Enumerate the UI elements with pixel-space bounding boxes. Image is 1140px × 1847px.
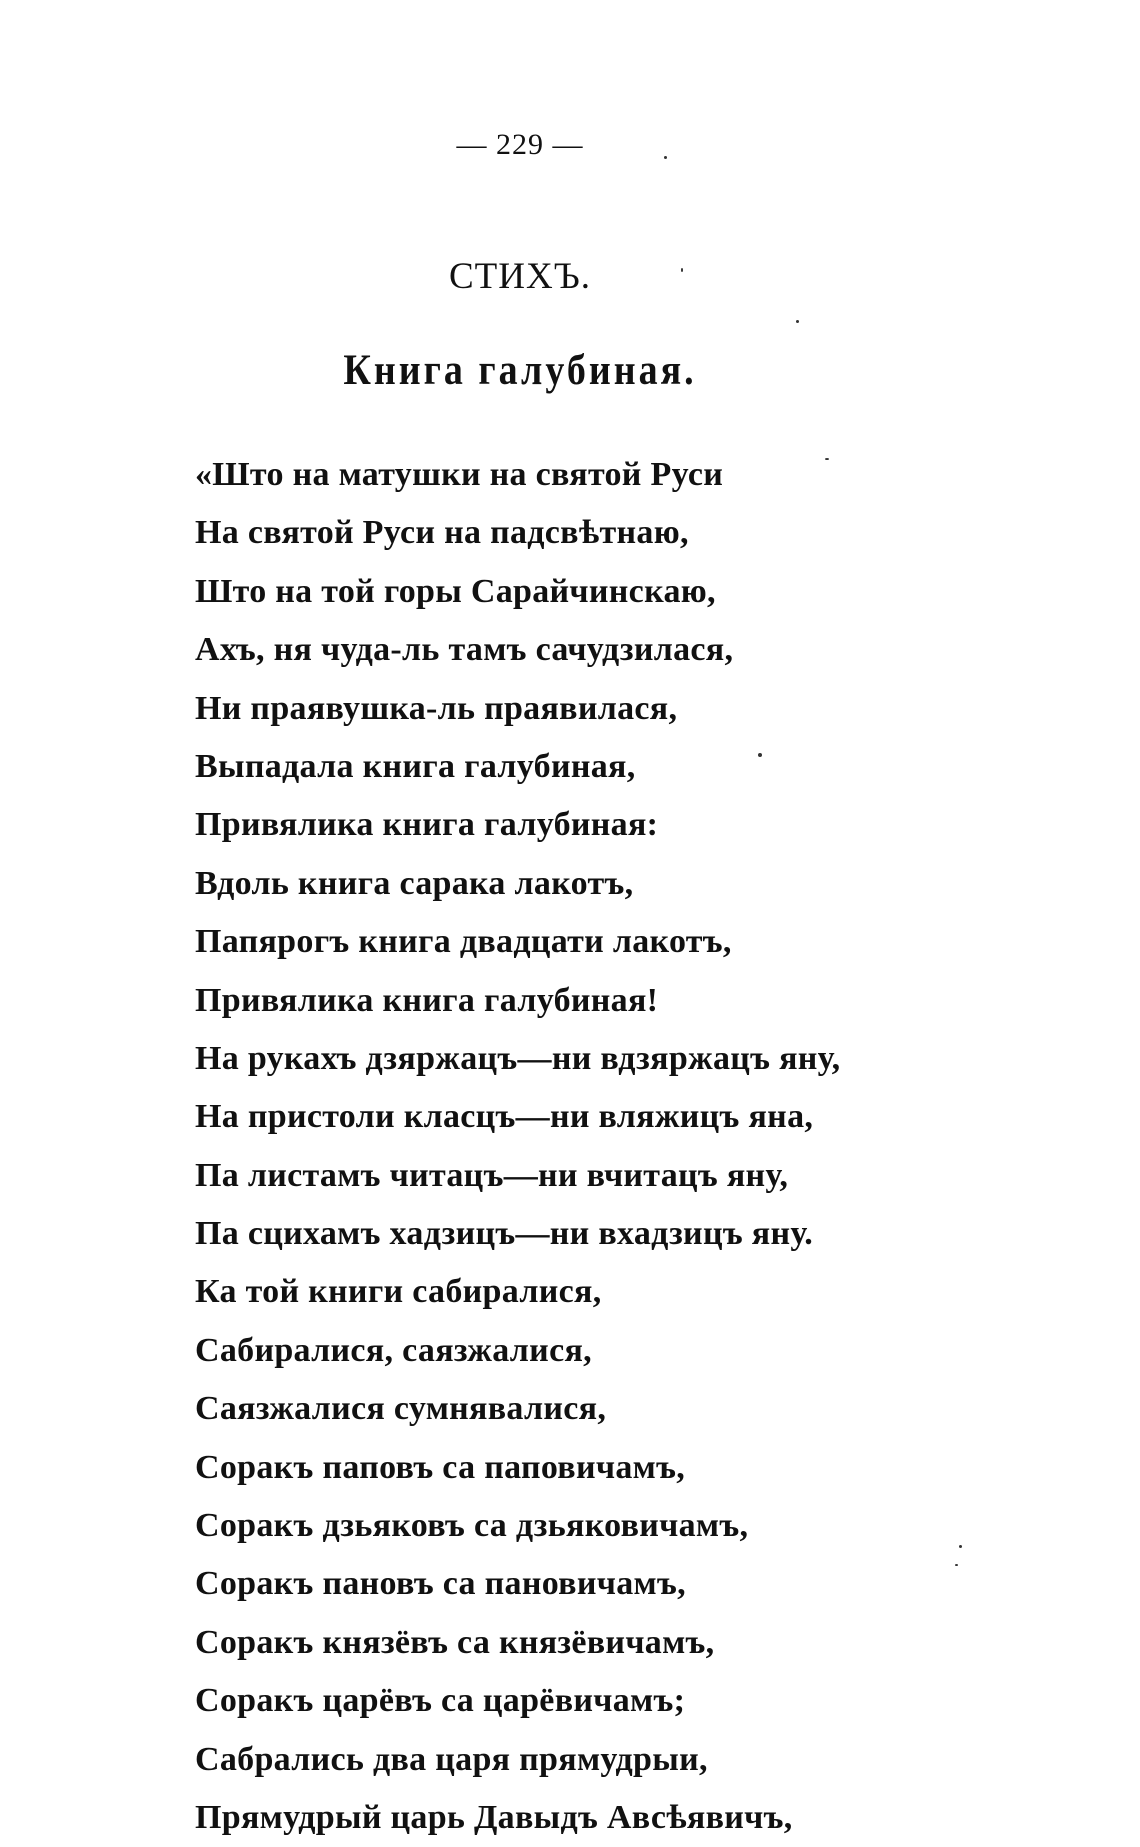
verse-line: Саязжалися сумнявалися, bbox=[195, 1390, 607, 1428]
scan-speck bbox=[796, 320, 799, 323]
verse-line: Што на той горы Сарайчинскаю, bbox=[195, 572, 716, 610]
verse-line: Сабрались два царя прямудрыи, bbox=[195, 1740, 708, 1778]
verse-line: Соракъ царёвъ са царёвичамъ; bbox=[195, 1682, 686, 1720]
verse-line: Вдоль книга сарака лакотъ, bbox=[195, 864, 634, 902]
verse-line: Па сцихамъ хадзицъ—ни вхадзицъ яну. bbox=[195, 1215, 814, 1253]
verse-line: «Што на матушки на святой Руси bbox=[195, 456, 724, 493]
verse-line: Прямудрый царь Давыдъ Авсѣявичъ, bbox=[195, 1798, 793, 1836]
page-number: — 229 — bbox=[456, 128, 584, 161]
verse-block bbox=[195, 446, 840, 1847]
verse-line: На святой Руси на падсвѣтнаю, bbox=[195, 514, 689, 552]
scan-speck bbox=[955, 1564, 958, 1566]
verse-line: Ахъ, ня чуда-ль тамъ сачудзилася, bbox=[195, 631, 734, 669]
verse-line: Привялика книга галубиная: bbox=[195, 806, 659, 844]
scan-speck bbox=[959, 1545, 962, 1548]
verse-line: Привялика книга галубиная! bbox=[195, 981, 659, 1019]
verse-line: Соракъ пановъ са пановичамъ, bbox=[195, 1565, 686, 1603]
verse-line: Сабиралися, саязжалися, bbox=[195, 1331, 592, 1369]
verse-line: Па листамъ читацъ—ни вчитацъ яну, bbox=[195, 1156, 789, 1194]
section-title: СТИХЪ. bbox=[448, 256, 592, 297]
verse-line: На пристоли класцъ—ни вляжицъ яна, bbox=[195, 1098, 814, 1136]
verse-line: Соракъ дзьяковъ са дзьяковичамъ, bbox=[195, 1507, 749, 1545]
verse-line: Выпадала книга галубиная, bbox=[195, 747, 636, 785]
scan-speck bbox=[681, 268, 683, 272]
verse-line: Ка той книги сабиралися, bbox=[195, 1273, 602, 1311]
poem-title: Книга галубиная. bbox=[343, 345, 697, 395]
verse-line: На рукахъ дзяржацъ—ни вдзяржацъ яну, bbox=[195, 1039, 841, 1077]
verse-line: Соракъ князёвъ са князёвичамъ, bbox=[195, 1623, 715, 1661]
verse-line: Соракъ паповъ са паповичамъ, bbox=[195, 1448, 685, 1486]
verse-line: Ни праявушка-ль праявилася, bbox=[195, 689, 678, 727]
scan-speck bbox=[758, 753, 762, 757]
scan-speck bbox=[664, 156, 667, 159]
verse-line: Папярогъ книга двадцати лакотъ, bbox=[195, 923, 732, 961]
scan-speck bbox=[825, 458, 829, 460]
